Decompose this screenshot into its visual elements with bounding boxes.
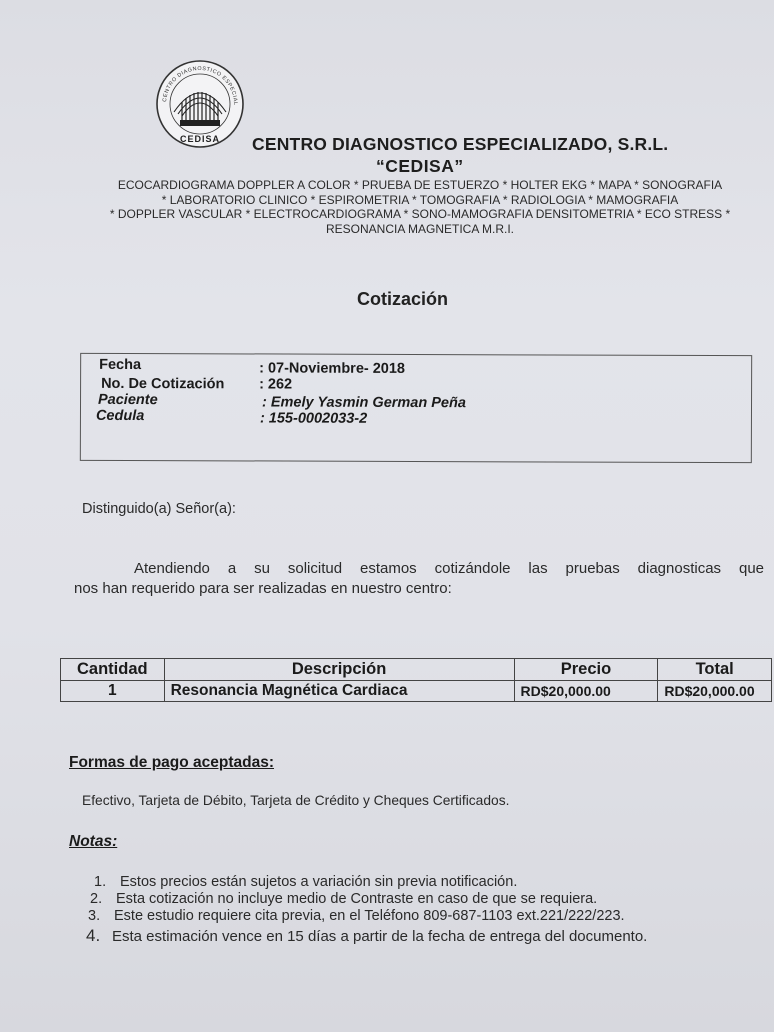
col-header-total: Total [658,659,772,681]
logo-ring-text: CENTRO DIAGNOSTICO ESPECIAL [162,65,239,106]
col-header-descripcion: Descripción [164,659,514,681]
cell-total: RD$20,000.00 [658,681,772,702]
quote-table [60,658,772,702]
cotizacion-label: No. De Cotización [101,375,225,393]
greeting: Distinguido(a) Señor(a): [82,501,236,517]
note-text: Esta cotización no incluye medio de Contraste en caso de que se requiera. [116,891,598,907]
cotizacion-value: : 262 [259,376,293,393]
note-number: 3. [88,908,101,924]
brand-name: “CEDISA” [376,156,464,176]
cedisa-logo-graphic [152,60,248,150]
company-name: CENTRO DIAGNOSTICO ESPECIALIZADO, S.R.L. [252,134,669,154]
intro-line: nos han requerido para ser realizadas en nuestro centro: [74,580,452,597]
cell-precio: RD$20,000.00 [514,681,658,702]
paciente-value: : Emely Yasmin German Peña [261,394,466,412]
document-title: Cotización [357,289,449,309]
notes-heading: Notas: [69,833,118,850]
table-header-row [61,659,772,681]
note-number: 2. [90,891,103,907]
intro-line: Atendiendo a su solicitud estamos cotizándole las pruebas diagnosticas que [134,560,764,577]
quote-info-box [80,353,752,463]
cedisa-logo [152,60,248,150]
notes-list [86,874,651,945]
paciente-label: Paciente [97,391,158,409]
services-list [90,178,750,236]
col-header-cantidad: Cantidad [61,659,165,681]
services-line: * DOPPLER VASCULAR * ELECTROCARDIOGRAMA * SONO-MAMOGRAFIA DENSITOMETRIA * ECO STRESS * [109,207,731,221]
fecha-value: : 07-Noviembre- 2018 [259,360,406,377]
logo-name: CEDISA [179,134,221,144]
list-item [88,908,649,924]
note-number: 4. [86,926,101,945]
cedula-label: Cedula [95,407,145,425]
list-item [94,874,655,890]
cell-descripcion: Resonancia Magnética Cardiaca [164,681,514,702]
services-line: RESONANCIA MAGNETICA M.R.I. [325,221,515,236]
fecha-label: Fecha [99,356,142,374]
note-text: Esta estimación vence en 15 días a partir de la fecha de entrega del documento. [112,928,648,945]
table-row [61,681,772,702]
services-line: * LABORATORIO CLINICO * ESPIROMETRIA * TOMOGRAFIA * RADIOLOGIA * MAMOGRAFIA [161,192,679,207]
note-number: 1. [94,874,107,890]
list-item [90,891,651,907]
list-item [86,926,647,946]
note-text: Estos precios están sujetos a variación sin previa notificación. [120,874,518,890]
services-line: ECOCARDIOGRAMA DOPPLER A COLOR * PRUEBA DE ESTUERZO * HOLTER EKG * MAPA * SONOGRAFIA [117,178,723,192]
payment-heading: Formas de pago aceptadas: [69,754,275,771]
note-text: Este estudio requiere cita previa, en el Teléfono 809-687-1103 ext.221/222/223. [114,908,625,924]
col-header-precio: Precio [514,659,658,681]
intro-paragraph [74,559,764,599]
cell-cantidad: 1 [61,681,165,702]
cedula-value: : 155-0002033-2 [259,410,368,427]
payment-methods: Efectivo, Tarjeta de Débito, Tarjeta de Crédito y Cheques Certificados. [82,793,510,808]
